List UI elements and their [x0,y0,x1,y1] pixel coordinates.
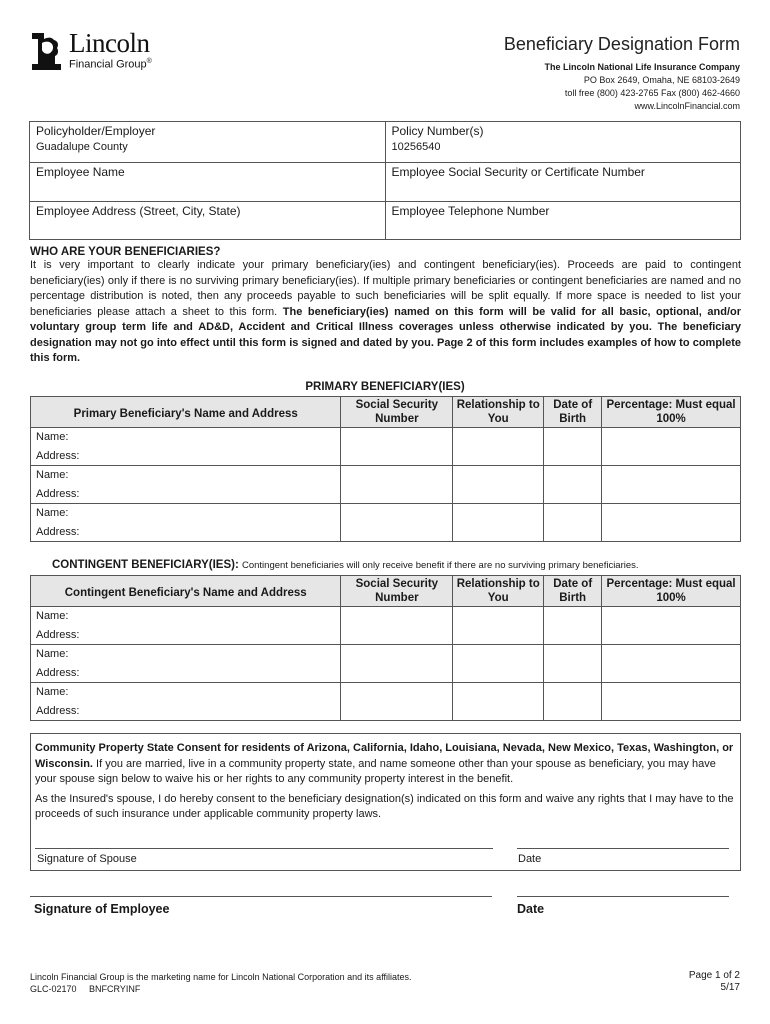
contingent-ssn-3[interactable] [341,683,453,721]
employee-signature-label: Signature of Employee [34,902,170,916]
community-property-consent [30,733,741,871]
spouse-date-label: Date [518,853,542,865]
employee-signature-line[interactable] [30,896,492,897]
primary-address-2[interactable]: Address: [31,485,341,504]
telephone-field[interactable] [385,202,741,240]
contingent-percentage-3[interactable] [602,683,741,721]
employee-name-label: Employee Name [36,165,125,179]
employee-info-table [29,121,741,240]
policyholder-field[interactable] [30,122,386,163]
consent-text-2: As the Insured's spouse, I do hereby consent to the beneficiary designation(s) indicated on this form and waive any rights that I may have to the proceeds of such insurance under applicable community property laws. [35,792,734,820]
form-version: 5/17 [720,982,740,993]
employee-date-line[interactable] [517,896,729,897]
employee-date-label: Date [517,902,545,916]
primary-beneficiary-table [30,396,741,542]
contingent-ssn-2[interactable] [341,645,453,683]
form-title: Beneficiary Designation Form [503,34,740,54]
primary-ssn-2[interactable] [341,466,453,504]
contingent-dob-2[interactable] [544,645,602,683]
contingent-relationship-2[interactable] [453,645,544,683]
policyholder-label: Policyholder/Employer [36,124,156,138]
primary-percentage-header: Percentage: Must equal 100% [602,397,741,428]
beneficiaries-heading: WHO ARE YOUR BENEFICIARIES? [30,246,221,258]
consent-text-1: Community Property State Consent for residents of Arizona, California, Idaho, Louisiana, Nevada, New Mexico, Texas, Washington, or Wisconsin. If you are married, live in a community property state, and name someone other than your spouse as beneficiary, you may have your spouse sign below to waive his or her rights to any community property interest in the benefit. [35,742,734,785]
contingent-dob-header: Date of Birth [544,576,602,607]
primary-percentage-1[interactable] [602,428,741,466]
spouse-signature-line[interactable] [35,848,493,849]
lincoln-silhouette-icon [28,31,64,71]
primary-relationship-3[interactable] [453,504,544,542]
company-address: PO Box 2649, Omaha, NE 68103-2649 [583,75,740,85]
footer-left [30,971,412,995]
lincoln-logo [28,28,178,74]
primary-title: PRIMARY BENEFICIARY(IES) [305,381,465,393]
primary-name-3[interactable]: Name: [31,504,341,523]
contingent-relationship-3[interactable] [453,683,544,721]
company-name: The Lincoln National Life Insurance Company [544,62,740,72]
footer-right [689,970,740,994]
primary-ssn-1[interactable] [341,428,453,466]
table-row [31,466,741,485]
beneficiaries-instructions [30,246,741,367]
contingent-name-3[interactable]: Name: [31,683,341,702]
table-row [31,645,741,664]
contingent-ssn-1[interactable] [341,607,453,645]
contingent-percentage-1[interactable] [602,607,741,645]
contingent-relationship-1[interactable] [453,607,544,645]
spouse-date-line[interactable] [517,848,729,849]
contingent-percentage-header: Percentage: Must equal 100% [602,576,741,607]
primary-name-2[interactable]: Name: [31,466,341,485]
logo-name: Lincoln [69,28,150,58]
policy-number-label: Policy Number(s) [391,124,484,138]
contingent-percentage-2[interactable] [602,645,741,683]
primary-address-1[interactable]: Address: [31,447,341,466]
contingent-ssn-header: Social Security Number [341,576,453,607]
table-row [31,428,741,447]
contingent-name-header: Contingent Beneficiary's Name and Address [31,576,341,607]
primary-ssn-header: Social Security Number [341,397,453,428]
employee-address-field[interactable] [30,202,386,240]
primary-dob-1[interactable] [544,428,602,466]
policy-number-field[interactable] [385,122,741,163]
consent-heading: Community Property State Consent for residents of Arizona, California, Idaho, Louisiana, Nevada, New Mexico, Texas, Washington, or Wisconsin. [35,742,734,770]
ssn-field[interactable] [385,163,741,202]
policy-number-value: 10256540 [391,141,441,153]
footer-form-code: GLC-02170 BNFCRYINF [30,984,141,994]
primary-name-header: Primary Beneficiary's Name and Address [31,397,341,428]
contingent-name-2[interactable]: Name: [31,645,341,664]
primary-dob-2[interactable] [544,466,602,504]
primary-relationship-2[interactable] [453,466,544,504]
contingent-address-3[interactable]: Address: [31,702,341,721]
page-number: Page 1 of 2 [688,970,740,981]
employee-name-field[interactable] [30,163,386,202]
contingent-title: CONTINGENT BENEFICIARY(IES): Contingent beneficiaries will only receive benefit if there are no surviving primary beneficiaries. [52,559,639,571]
contingent-name-1[interactable]: Name: [31,607,341,626]
form-header [504,34,740,113]
table-row [31,607,741,626]
primary-name-1[interactable]: Name: [31,428,341,447]
contingent-address-1[interactable]: Address: [31,626,341,645]
company-phone: toll free (800) 423-2765 Fax (800) 462-4660 [564,88,740,98]
contingent-relationship-header: Relationship to You [453,576,544,607]
spouse-signature-label: Signature of Spouse [37,853,137,865]
table-row [31,683,741,702]
primary-relationship-header: Relationship to You [453,397,544,428]
primary-percentage-3[interactable] [602,504,741,542]
beneficiaries-text: It is very important to clearly indicate your primary beneficiary(ies) and contingent beneficiary(ies). Proceeds are paid to contingent beneficiary(ies) only if there is no surviving primary beneficiary(ies). If multiple primary beneficiaries or contingent beneficiaries are named and no percentage distribution is noted, then any proceeds payable to such beneficiaries will be split equally. If more space is needed to list your beneficiaries please attach a sheet to this form. The beneficiary(ies) named on this form will be valid for all basic, optional, and/or voluntary group term life and AD&D, Accident and Critical Illness coverages unless otherwise indicated by you. The beneficiary designation may not go into effect until this form is signed and dated by you. Page 2 of this form includes examples of how to complete this form. [30,259,742,364]
ssn-label: Employee Social Security or Certificate Number [391,165,645,179]
policyholder-value: Guadalupe County [36,141,128,153]
primary-dob-header: Date of Birth [544,397,602,428]
contingent-beneficiary-table [30,575,741,721]
primary-ssn-3[interactable] [341,504,453,542]
primary-relationship-1[interactable] [453,428,544,466]
company-website: www.LincolnFinancial.com [634,101,740,111]
table-row [31,504,741,523]
contingent-dob-1[interactable] [544,607,602,645]
primary-percentage-2[interactable] [602,466,741,504]
footer-marketing: Lincoln Financial Group is the marketing name for Lincoln National Corporation and its affiliates. [30,972,412,982]
telephone-label: Employee Telephone Number [391,204,550,218]
contingent-dob-3[interactable] [544,683,602,721]
contingent-address-2[interactable]: Address: [31,664,341,683]
employee-address-label: Employee Address (Street, City, State) [36,204,241,218]
primary-address-3[interactable]: Address: [31,523,341,542]
logo-subtitle: Financial Group® [69,58,152,71]
primary-dob-3[interactable] [544,504,602,542]
